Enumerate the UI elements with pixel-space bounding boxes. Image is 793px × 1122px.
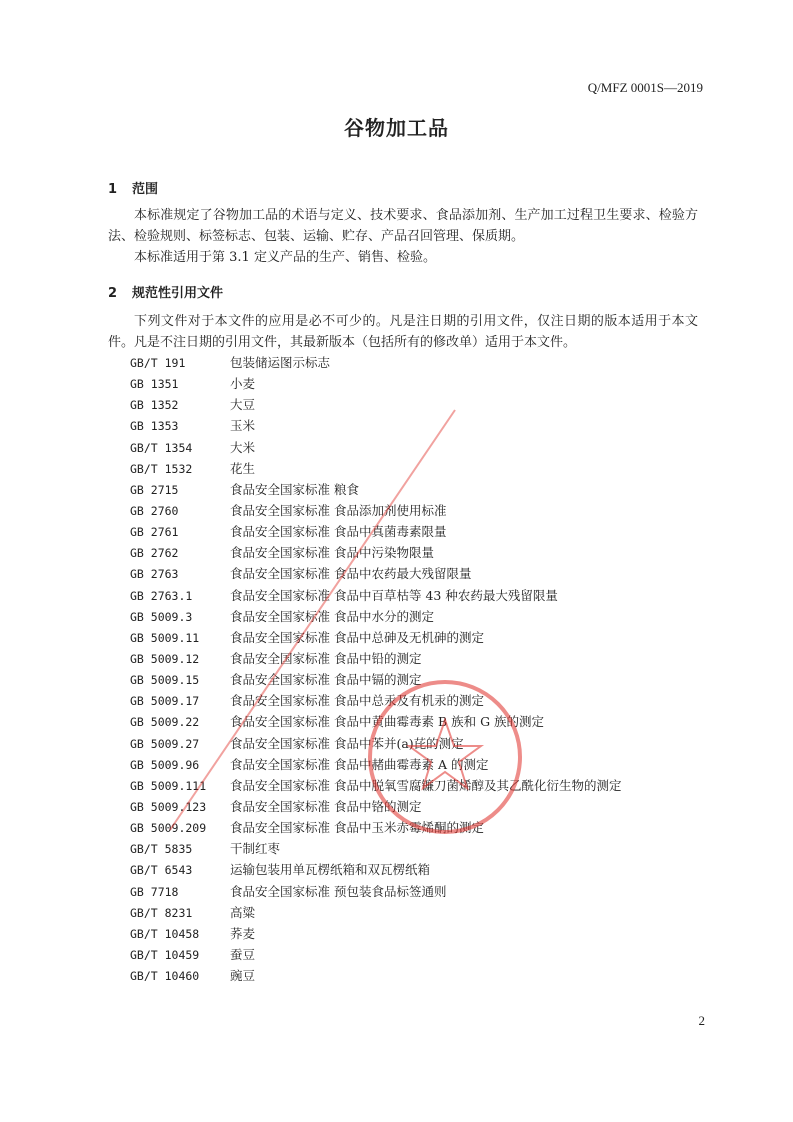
normative-references-intro: 下列文件对于本文件的应用是必不可少的。凡是注日期的引用文件，仅注日期的版本适用于本文件。凡是不注日期的引用文件，其最新版本（包括所有的修改单）适用于本文件。 [108,314,698,350]
reference-title: 食品安全国家标准 食品中苯并(a)芘的测定 [230,735,464,751]
section-number: 1 [108,182,118,197]
reference-code: GB/T 10459 [130,947,200,962]
reference-row [130,966,621,987]
section-number: 2 [108,286,118,301]
reference-title: 运输包装用单瓦楞纸箱和双瓦楞纸箱 [230,862,431,878]
reference-code: GB/T 1354 [130,440,193,455]
reference-row [130,839,621,860]
reference-code: GB 5009.3 [130,609,193,624]
reference-row [130,776,621,797]
reference-code: GB/T 191 [130,356,186,370]
reference-title: 荞麦 [230,925,256,941]
reference-row [130,670,621,691]
reference-title: 小麦 [230,376,256,392]
reference-title: 豌豆 [230,968,256,984]
reference-row [130,395,621,416]
reference-title: 食品安全国家标准 食品中玉米赤霉烯酮的测定 [230,820,484,836]
reference-title: 食品安全国家标准 食品中铅的测定 [230,650,422,666]
scope-paragraph-1: 本标准规定了谷物加工品的术语与定义、技术要求、食品添加剂、生产加工过程卫生要求、检验方法、检验规则、标签标志、包装、运输、贮存、产品召回管理、保质期。 [108,208,698,244]
reference-code: GB 7718 [130,884,179,899]
reference-row [130,734,621,755]
reference-title: 食品安全国家标准 食品中赭曲霉毒素 A 的测定 [230,756,489,772]
reference-row [130,607,621,628]
reference-title: 食品安全国家标准 食品添加剂使用标准 [230,502,447,518]
reference-code: GB 5009.12 [130,651,200,666]
reference-title: 大豆 [230,397,256,413]
reference-code: GB 5009.11 [130,630,200,645]
reference-title: 食品安全国家标准 食品中黄曲霉毒素 B 族和 G 族的测定 [230,714,545,730]
reference-code: GB/T 5835 [130,842,193,857]
reference-title: 食品安全国家标准 食品中百草枯等 43 种农药最大残留限量 [230,587,558,603]
document-title: 谷物加工品 [344,116,449,140]
reference-code: GB/T 10458 [130,926,200,941]
reference-code: GB/T 8231 [130,905,193,920]
reference-row [130,649,621,670]
reference-row [130,353,621,374]
standard-code: Q/MFZ 0001S—2019 [587,80,703,95]
page-number: 2 [698,1013,705,1028]
section-title: 规范性引用文件 [132,286,224,301]
reference-title: 食品安全国家标准 食品中总汞及有机汞的测定 [230,693,484,709]
reference-row [130,543,621,564]
reference-code: GB 5009.17 [130,694,200,709]
reference-row [130,712,621,733]
reference-title: 玉米 [230,418,256,434]
reference-row [130,797,621,818]
reference-row [130,459,621,480]
reference-title: 食品安全国家标准 食品中水分的测定 [230,608,434,624]
reference-title: 包装储运图示标志 [230,355,331,370]
section-1-heading [108,178,158,197]
reference-title: 高粱 [230,904,256,920]
reference-title: 食品安全国家标准 食品中真菌毒素限量 [230,524,447,540]
reference-code: GB 2760 [130,503,179,518]
reference-row [130,924,621,945]
reference-title: 食品安全国家标准 预包装食品标签通则 [230,883,447,899]
reference-title: 食品安全国家标准 食品中污染物限量 [230,545,434,561]
reference-code: GB 2763.1 [130,588,193,603]
reference-title: 食品安全国家标准 食品中铬的测定 [230,798,422,814]
reference-code: GB 2763 [130,567,179,582]
reference-row [130,522,621,543]
reference-row [130,628,621,649]
reference-row [130,438,621,459]
reference-row [130,501,621,522]
reference-title: 蚕豆 [230,946,256,962]
section-title: 范围 [132,182,159,197]
reference-code: GB 5009.27 [130,736,200,751]
reference-code: GB 5009.209 [130,821,207,836]
reference-row [130,480,621,501]
reference-title: 食品安全国家标准 食品中脱氧雪腐镰刀菌烯醇及其乙酰化衍生物的测定 [230,777,622,793]
reference-row [130,860,621,881]
reference-title: 食品安全国家标准 食品中总砷及无机砷的测定 [230,629,484,645]
reference-list [130,353,621,987]
section-2-heading [108,282,223,301]
reference-code: GB 5009.15 [130,673,200,688]
reference-code: GB 1353 [130,419,179,434]
reference-code: GB/T 6543 [130,863,193,878]
reference-code: GB/T 10460 [130,969,200,984]
reference-row [130,374,621,395]
reference-code: GB 5009.96 [130,757,200,772]
reference-row [130,691,621,712]
reference-code: GB 2762 [130,546,179,561]
reference-title: 食品安全国家标准 食品中镉的测定 [230,672,422,688]
reference-row [130,755,621,776]
reference-code: GB 5009.123 [130,799,207,814]
reference-title: 干制红枣 [230,841,281,857]
reference-code: GB/T 1532 [130,461,193,476]
reference-code: GB 2761 [130,525,179,540]
reference-row [130,586,621,607]
reference-code: GB 5009.22 [130,715,200,730]
reference-title: 食品安全国家标准 粮食 [230,481,359,497]
reference-title: 大米 [230,439,256,455]
reference-row [130,818,621,839]
reference-row [130,945,621,966]
reference-row [130,903,621,924]
reference-row [130,564,621,585]
reference-title: 花生 [230,460,256,476]
reference-row [130,882,621,903]
reference-row [130,416,621,437]
reference-code: GB 2715 [130,482,179,497]
reference-code: GB 1351 [130,377,179,392]
reference-title: 食品安全国家标准 食品中农药最大残留限量 [230,566,472,582]
reference-code: GB 5009.111 [130,778,207,793]
reference-code: GB 1352 [130,398,179,413]
scope-paragraph-2: 本标准适用于第 3.1 定义产品的生产、销售、检验。 [134,250,436,265]
